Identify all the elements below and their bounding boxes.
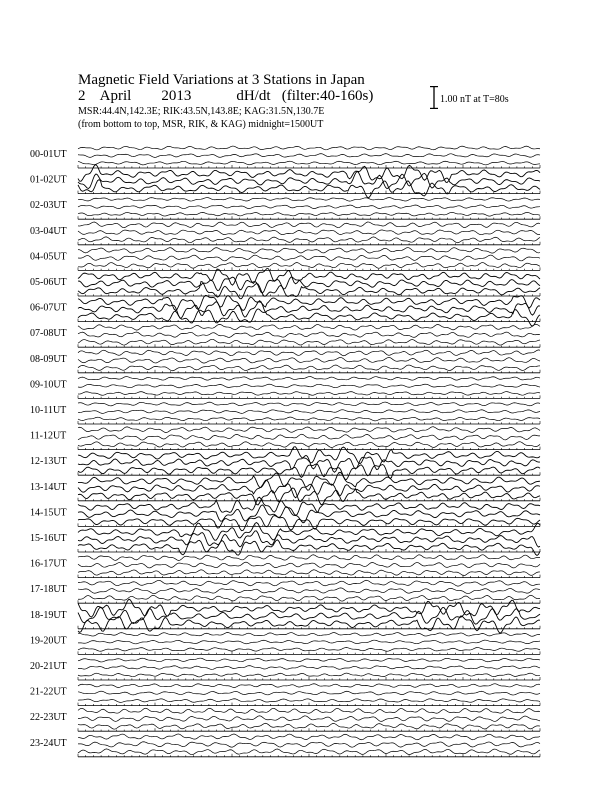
trace-msr bbox=[78, 309, 540, 326]
row-label: 19-20UT bbox=[30, 635, 67, 647]
chart-title: Magnetic Field Variations at 3 Stations in Japan bbox=[78, 72, 365, 88]
minute-ticks bbox=[78, 165, 540, 168]
minute-ticks bbox=[78, 575, 540, 578]
row-label: 22-23UT bbox=[30, 712, 67, 724]
row-label: 09-10UT bbox=[30, 379, 67, 391]
minute-ticks bbox=[78, 242, 540, 245]
minute-ticks bbox=[78, 754, 540, 757]
trace-kag bbox=[78, 198, 540, 202]
trace-kag bbox=[78, 324, 540, 330]
row-label: 23-24UT bbox=[30, 737, 67, 749]
row-label: 05-06UT bbox=[30, 277, 67, 288]
trace-msr bbox=[78, 699, 540, 703]
minute-ticks bbox=[78, 651, 540, 654]
trace-kag bbox=[78, 402, 540, 406]
trace-rik bbox=[78, 666, 540, 670]
trace-kag bbox=[78, 580, 540, 586]
trace-kag bbox=[78, 350, 540, 356]
trace-msr bbox=[78, 263, 540, 269]
trace-kag bbox=[78, 555, 540, 561]
trace-kag bbox=[78, 632, 540, 636]
trace-rik bbox=[78, 742, 540, 747]
row-label: 01-02UT bbox=[30, 174, 67, 186]
trace-msr bbox=[78, 180, 540, 198]
trace-kag bbox=[78, 658, 540, 662]
trace-kag bbox=[78, 146, 540, 150]
row-label: 12-13UT bbox=[30, 456, 67, 468]
minute-ticks bbox=[78, 293, 540, 296]
minute-ticks bbox=[78, 344, 540, 347]
minute-ticks bbox=[78, 447, 540, 450]
trace-kag bbox=[78, 684, 540, 688]
trace-rik bbox=[78, 357, 540, 363]
stations-line: MSR:44.4N,142.3E; RIK:43.5N,143.8E; KAG:31.5N,130.7E bbox=[78, 106, 325, 117]
trace-rik bbox=[78, 230, 540, 235]
row-label: 08-09UT bbox=[30, 353, 67, 365]
trace-msr bbox=[78, 673, 540, 677]
trace-msr bbox=[78, 616, 540, 633]
trace-kag bbox=[78, 734, 540, 740]
trace-msr bbox=[78, 161, 540, 165]
row-label: 04-05UT bbox=[30, 251, 67, 263]
row-label: 00-01UT bbox=[30, 149, 67, 160]
trace-msr bbox=[78, 648, 540, 652]
minute-ticks bbox=[78, 216, 540, 219]
trace-kag bbox=[78, 427, 540, 433]
trace-rik bbox=[78, 205, 540, 209]
row-label: 14-15UT bbox=[30, 507, 67, 519]
trace-rik bbox=[78, 301, 540, 318]
row-label: 02-03UT bbox=[30, 200, 67, 212]
minute-ticks bbox=[78, 626, 540, 629]
minute-ticks bbox=[78, 549, 540, 552]
minute-ticks bbox=[78, 395, 540, 398]
trace-rik bbox=[78, 410, 540, 414]
trace-msr bbox=[78, 516, 540, 531]
row-label: 03-04UT bbox=[30, 225, 67, 237]
trace-msr bbox=[78, 392, 540, 396]
date-line: 2 April 2013 dH/dt (filter:40-160s) bbox=[78, 88, 374, 104]
trace-rik bbox=[78, 588, 540, 594]
row-label: 17-18UT bbox=[30, 584, 67, 596]
trace-kag bbox=[78, 377, 540, 381]
trace-kag bbox=[78, 708, 540, 713]
minute-ticks bbox=[78, 600, 540, 603]
minute-ticks bbox=[78, 728, 540, 731]
row-label: 13-14UT bbox=[30, 481, 67, 493]
row-label: 21-22UT bbox=[30, 686, 67, 698]
trace-rik bbox=[78, 455, 540, 472]
minute-ticks bbox=[78, 523, 540, 526]
row-label: 18-19UT bbox=[30, 609, 67, 621]
minute-ticks bbox=[78, 191, 540, 194]
trace-rik bbox=[78, 255, 540, 261]
minute-ticks bbox=[78, 703, 540, 706]
trace-rik bbox=[78, 332, 540, 337]
trace-rik bbox=[78, 640, 540, 644]
row-label: 10-11UT bbox=[30, 405, 67, 416]
trace-kag bbox=[78, 295, 540, 310]
trace-rik bbox=[78, 716, 540, 722]
trace-msr bbox=[78, 540, 540, 556]
minute-ticks bbox=[78, 421, 540, 424]
row-label: 07-08UT bbox=[30, 328, 67, 340]
trace-msr bbox=[78, 417, 540, 421]
row-label: 11-12UT bbox=[30, 430, 67, 442]
row-label: 15-16UT bbox=[30, 533, 67, 544]
trace-rik bbox=[78, 434, 540, 440]
trace-rik bbox=[78, 384, 540, 388]
row-label: 16-17UT bbox=[30, 558, 67, 570]
row-label: 20-21UT bbox=[30, 661, 67, 672]
trace-rik bbox=[78, 691, 540, 695]
trace-msr bbox=[78, 212, 540, 216]
trace-rik bbox=[78, 154, 540, 158]
minute-ticks bbox=[78, 677, 540, 680]
scale-label: 1.00 nT at T=80s bbox=[440, 94, 509, 105]
minute-ticks bbox=[78, 370, 540, 373]
order-line: (from bottom to top, MSR, RIK, & KAG) midnight=1500UT bbox=[78, 119, 324, 130]
trace-rik bbox=[78, 562, 540, 568]
trace-kag bbox=[78, 248, 540, 254]
row-label: 06-07UT bbox=[30, 302, 67, 314]
trace-kag bbox=[78, 222, 540, 228]
trace-msr bbox=[78, 464, 540, 480]
